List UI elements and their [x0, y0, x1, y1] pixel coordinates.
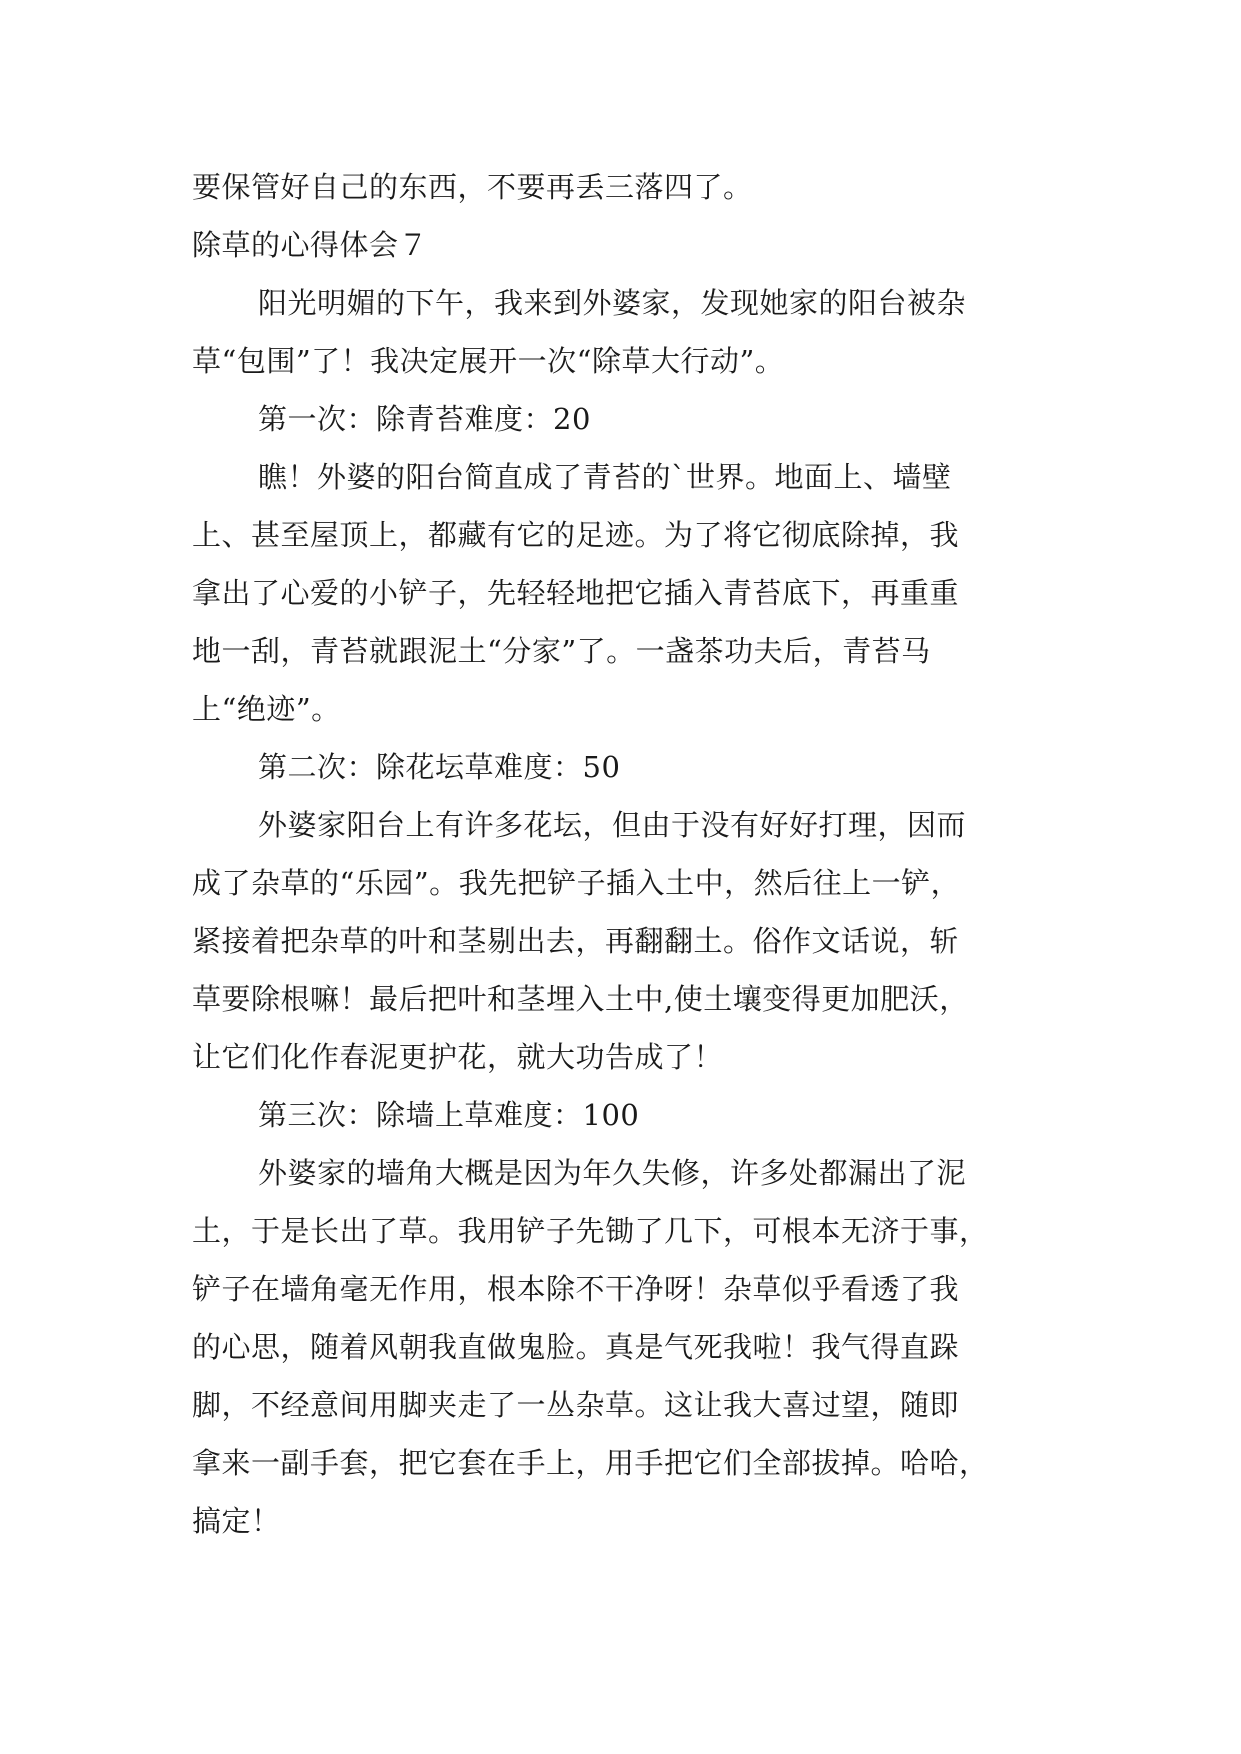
- paragraph-line: 草“包围”了！我决定展开一次“除草大行动”。: [192, 344, 785, 378]
- paragraph-line: 让它们化作春泥更护花，就大功告成了！: [192, 1040, 724, 1074]
- paragraph-line: 地一刮，青苔就跟泥土“分家”了。一盏茶功夫后，青苔马: [192, 634, 931, 668]
- paragraph-line: 的心思，随着风朝我直做鬼脸。真是气死我啦！我气得直跺: [192, 1330, 960, 1364]
- paragraph-line: 草要除根嘛！最后把叶和茎埋入土中,使土壤变得更加肥沃，: [192, 982, 969, 1016]
- paragraph-line: 外婆家的墙角大概是因为年久失修，许多处都漏出了泥: [258, 1156, 967, 1190]
- paragraph-line: 阳光明媚的下午，我来到外婆家，发现她家的阳台被杂: [258, 286, 967, 320]
- paragraph-line: 拿出了心爱的小铲子，先轻轻地把它插入青苔底下，再重重: [192, 576, 960, 610]
- paragraph-line: 瞧！外婆的阳台简直成了青苔的`世界。地面上、墙壁: [258, 460, 952, 494]
- subheading-line: 第三次：除墙上草难度：100: [258, 1098, 640, 1132]
- paragraph-line: 紧接着把杂草的叶和茎剔出去，再翻翻土。俗作文话说，斩: [192, 924, 960, 958]
- paragraph-line: 成了杂草的“乐园”。我先把铲子插入土中，然后往上一铲，: [192, 866, 961, 900]
- subheading-line: 第二次：除花坛草难度：50: [258, 750, 621, 784]
- subheading-line: 第一次：除青苔难度：20: [258, 402, 591, 436]
- document-body: [192, 158, 1050, 1550]
- paragraph-line: 上“绝迹”。: [192, 692, 341, 726]
- paragraph-line: 拿来一副手套，把它套在手上，用手把它们全部拔掉。哈哈，: [192, 1446, 989, 1480]
- paragraph-line: 外婆家阳台上有许多花坛，但由于没有好好打理，因而: [258, 808, 967, 842]
- section-heading: 除草的心得体会７: [192, 228, 429, 262]
- paragraph-line: 要保管好自己的东西，不要再丢三落四了。: [192, 170, 753, 204]
- paragraph-line: 土，于是长出了草。我用铲子先锄了几下，可根本无济于事，: [192, 1214, 989, 1248]
- paragraph-line: 上、甚至屋顶上，都藏有它的足迹。为了将它彻底除掉，我: [192, 518, 960, 552]
- paragraph-line: 铲子在墙角毫无作用，根本除不干净呀！杂草似乎看透了我: [192, 1272, 960, 1306]
- paragraph-line: 搞定！: [192, 1504, 281, 1538]
- paragraph-line: 脚，不经意间用脚夹走了一丛杂草。这让我大喜过望，随即: [192, 1388, 960, 1422]
